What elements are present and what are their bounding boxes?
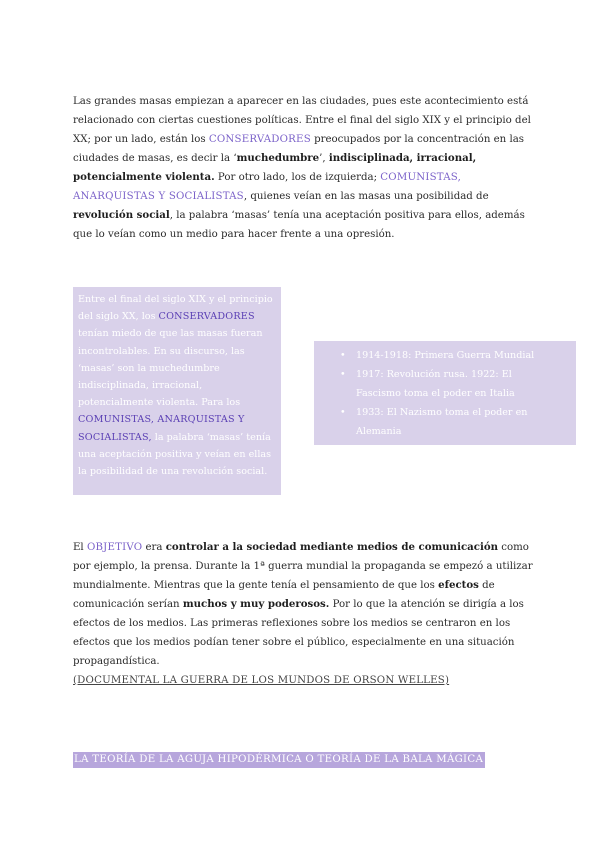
timeline-item: • 1914-1918: Primera Guerra Mundial: [356, 346, 554, 365]
objective-text-2: era: [142, 542, 166, 553]
timeline-item: • 1917: Revolución rusa. 1922: El Fascismo toma el poder en Italia: [356, 365, 554, 403]
objetivo-keyword: OBJETIVO: [86, 542, 143, 553]
summary-text-3: la palabra ‘masas’ tenía una aceptación positiva y veían en ellas la posibilidad de una revolución social.: [78, 431, 272, 478]
controlar-keyword: controlar a la sociedad mediante medios de comunicación: [165, 541, 499, 553]
conservadores-keyword: CONSERVADORES: [208, 134, 311, 145]
summary-text-2: tenían miedo de que las masas fueran incontrolables. En su discurso, las ‘masas’ son la muchedumbre indisciplinada, irracional, potencialmente violenta. Para los: [78, 328, 263, 409]
revolucion-keyword: revolución social: [73, 209, 170, 221]
timeline-item: • 1933: El Nazismo toma el poder en Alemania: [356, 403, 554, 441]
intro-text-3: ’,: [319, 153, 329, 164]
muchos-keyword: muchos y muy poderosos.: [182, 598, 330, 610]
intro-text-6: , la palabra ‘masas’ tenía una aceptación positiva para ellos, además que lo veían como un medio para hacer frente a una opresión.: [73, 210, 525, 240]
efectos-keyword: efectos: [438, 579, 479, 591]
section-heading: LA TEORÍA DE LA AGUJA HIPODÉRMICA O TEORÍA DE LA BALA MÁGICA: [73, 752, 485, 768]
objective-text-3: como por ejemplo, la prensa. Durante la 1ª guerra mundial la propaganda se empezó a utilizar mundialmente. Mientras que la gente tenía el pensamiento de que los: [73, 542, 533, 591]
intro-text-2: preocupados por la concentración en las ciudades de masas, es decir la ‘: [73, 134, 525, 164]
summary-conservadores: CONSERVADORES: [158, 311, 255, 323]
timeline-box: [314, 341, 576, 445]
summary-box: [73, 287, 281, 495]
intro-text-5: , quienes veían en las masas una posibilidad de: [243, 191, 489, 202]
intro-text-4: Por otro lado, los de izquierda;: [214, 172, 381, 183]
documental-link[interactable]: (DOCUMENTAL LA GUERRA DE LOS MUNDOS DE ORSON WELLES): [73, 675, 450, 686]
summary-izquierda: COMUNISTAS, ANARQUISTAS Y SOCIALISTAS,: [78, 414, 245, 443]
objective-text-1: El: [73, 542, 87, 553]
objective-text-4: de comunicación serían: [73, 580, 495, 610]
timeline-list: [314, 346, 576, 441]
objective-text-5: Por lo que la atención se dirigía a los efectos de los medios. Las primeras reflexiones sobre los medios se centraron en los efectos que los medios podían tener sobre el público, especialmente en una situación propagandística.: [73, 599, 524, 667]
objective-paragraph: [73, 538, 533, 671]
intro-paragraph: [73, 92, 533, 244]
intro-text-1: Las grandes masas empiezan a aparecer en las ciudades, pues este acontecimiento está relacionado con ciertas cuestiones políticas. Entre el final del siglo XIX y el principio del XX; por un lado, están los: [73, 96, 531, 145]
izquierda-keyword: COMUNISTAS, ANARQUISTAS Y SOCIALISTAS: [73, 172, 462, 202]
summary-text-1: Entre el final del siglo XIX y el principio del siglo XX, los: [78, 294, 273, 323]
muchedumbre-keyword: muchedumbre: [236, 152, 320, 164]
adjectives-keyword: indisciplinada, irracional, potencialmente violenta.: [73, 152, 477, 183]
